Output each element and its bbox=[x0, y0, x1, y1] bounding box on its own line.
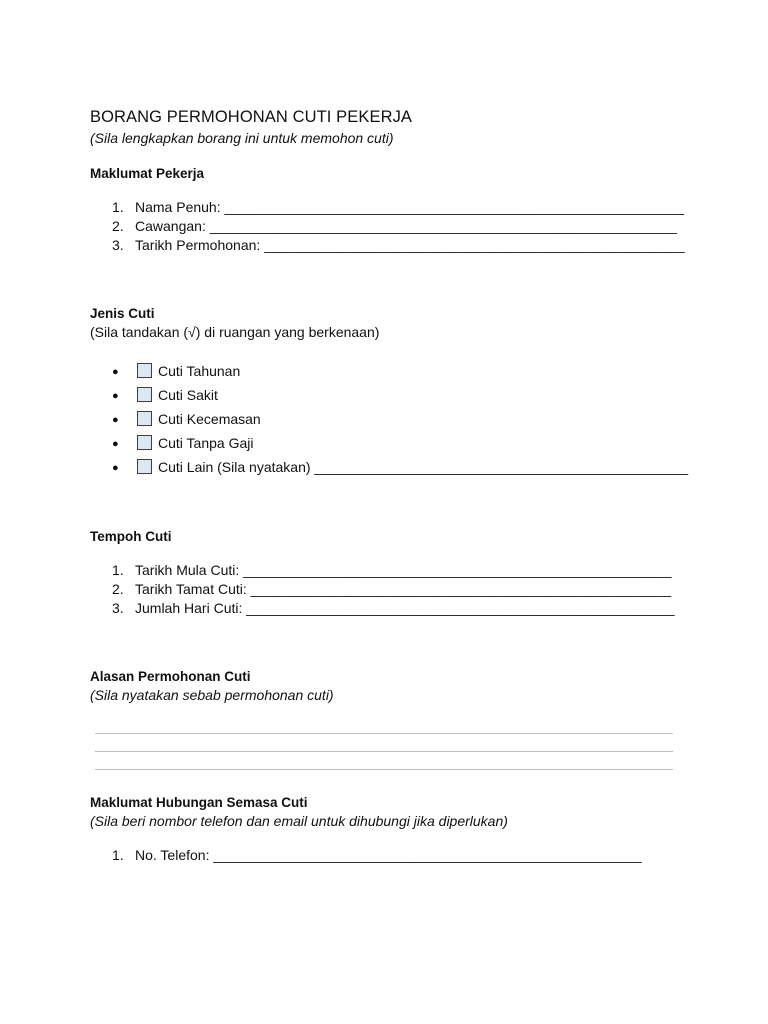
reason-line[interactable] bbox=[95, 751, 673, 752]
field-jumlah-hari-cuti[interactable] bbox=[112, 600, 675, 616]
hubungan-instruction: (Sila beri nombor telefon dan email untuk dihubungi jika diperlukan) bbox=[90, 813, 508, 829]
field-label: Jumlah Hari Cuti: _______________________________________________________ bbox=[135, 600, 675, 616]
bullet-icon: ● bbox=[112, 390, 119, 402]
option-label: Cuti Lain (Sila nyatakan) ________________________________________________ bbox=[158, 459, 689, 475]
reason-line[interactable] bbox=[95, 733, 673, 734]
reason-line[interactable] bbox=[95, 769, 673, 770]
field-tarikh-tamat-cuti[interactable] bbox=[112, 581, 671, 597]
option-label: Cuti Tanpa Gaji bbox=[158, 435, 254, 451]
list-number: 2. bbox=[112, 581, 124, 597]
option-cuti-tahunan[interactable] bbox=[112, 363, 240, 379]
checkbox[interactable] bbox=[137, 435, 152, 450]
section-heading-alasan: Alasan Permohonan Cuti bbox=[90, 669, 251, 684]
form-subtitle: (Sila lengkapkan borang ini untuk memohon cuti) bbox=[90, 130, 394, 146]
jenis-cuti-instruction: (Sila tandakan (√) di ruangan yang berkenaan) bbox=[90, 324, 380, 340]
leave-application-form bbox=[90, 0, 690, 1024]
option-label: Cuti Sakit bbox=[158, 387, 218, 403]
option-cuti-lain[interactable] bbox=[112, 459, 688, 475]
bullet-icon: ● bbox=[112, 366, 119, 378]
field-label: Nama Penuh: ___________________________________________________________ bbox=[135, 199, 684, 215]
checkbox[interactable] bbox=[137, 411, 152, 426]
section-heading-hubungan: Maklumat Hubungan Semasa Cuti bbox=[90, 795, 308, 810]
field-no-telefon[interactable] bbox=[112, 847, 642, 863]
checkbox[interactable] bbox=[137, 363, 152, 378]
section-heading-tempoh-cuti: Tempoh Cuti bbox=[90, 529, 172, 544]
section-heading-maklumat-pekerja: Maklumat Pekerja bbox=[90, 166, 205, 181]
bullet-icon: ● bbox=[112, 462, 119, 474]
checkbox[interactable] bbox=[137, 459, 152, 474]
list-number: 3. bbox=[112, 600, 124, 616]
option-label: Cuti Tahunan bbox=[158, 363, 241, 379]
field-label: No. Telefon: _______________________________________________________ bbox=[135, 847, 642, 863]
list-number: 3. bbox=[112, 237, 124, 253]
bullet-icon: ● bbox=[112, 414, 119, 426]
field-nama-penuh[interactable] bbox=[112, 199, 684, 215]
field-tarikh-permohonan[interactable] bbox=[112, 237, 685, 253]
field-label: Tarikh Tamat Cuti: ______________________________________________________ bbox=[135, 581, 672, 597]
field-label: Tarikh Permohonan: ______________________________________________________ bbox=[135, 237, 685, 253]
list-number: 1. bbox=[112, 562, 124, 578]
option-cuti-sakit[interactable] bbox=[112, 387, 218, 403]
option-cuti-kecemasan[interactable] bbox=[112, 411, 261, 427]
list-number: 2. bbox=[112, 218, 124, 234]
bullet-icon: ● bbox=[112, 438, 119, 450]
checkbox[interactable] bbox=[137, 387, 152, 402]
list-number: 1. bbox=[112, 847, 124, 863]
form-title: BORANG PERMOHONAN CUTI PEKERJA bbox=[90, 108, 413, 126]
field-cawangan[interactable] bbox=[112, 218, 677, 234]
field-tarikh-mula-cuti[interactable] bbox=[112, 562, 671, 578]
field-label: Cawangan: ____________________________________________________________ bbox=[135, 218, 677, 234]
list-number: 1. bbox=[112, 199, 124, 215]
alasan-instruction: (Sila nyatakan sebab permohonan cuti) bbox=[90, 687, 334, 703]
field-label: Tarikh Mula Cuti: _______________________________________________________ bbox=[135, 562, 672, 578]
option-label: Cuti Kecemasan bbox=[158, 411, 261, 427]
section-heading-jenis-cuti: Jenis Cuti bbox=[90, 306, 155, 321]
option-cuti-tanpa-gaji[interactable] bbox=[112, 435, 253, 451]
